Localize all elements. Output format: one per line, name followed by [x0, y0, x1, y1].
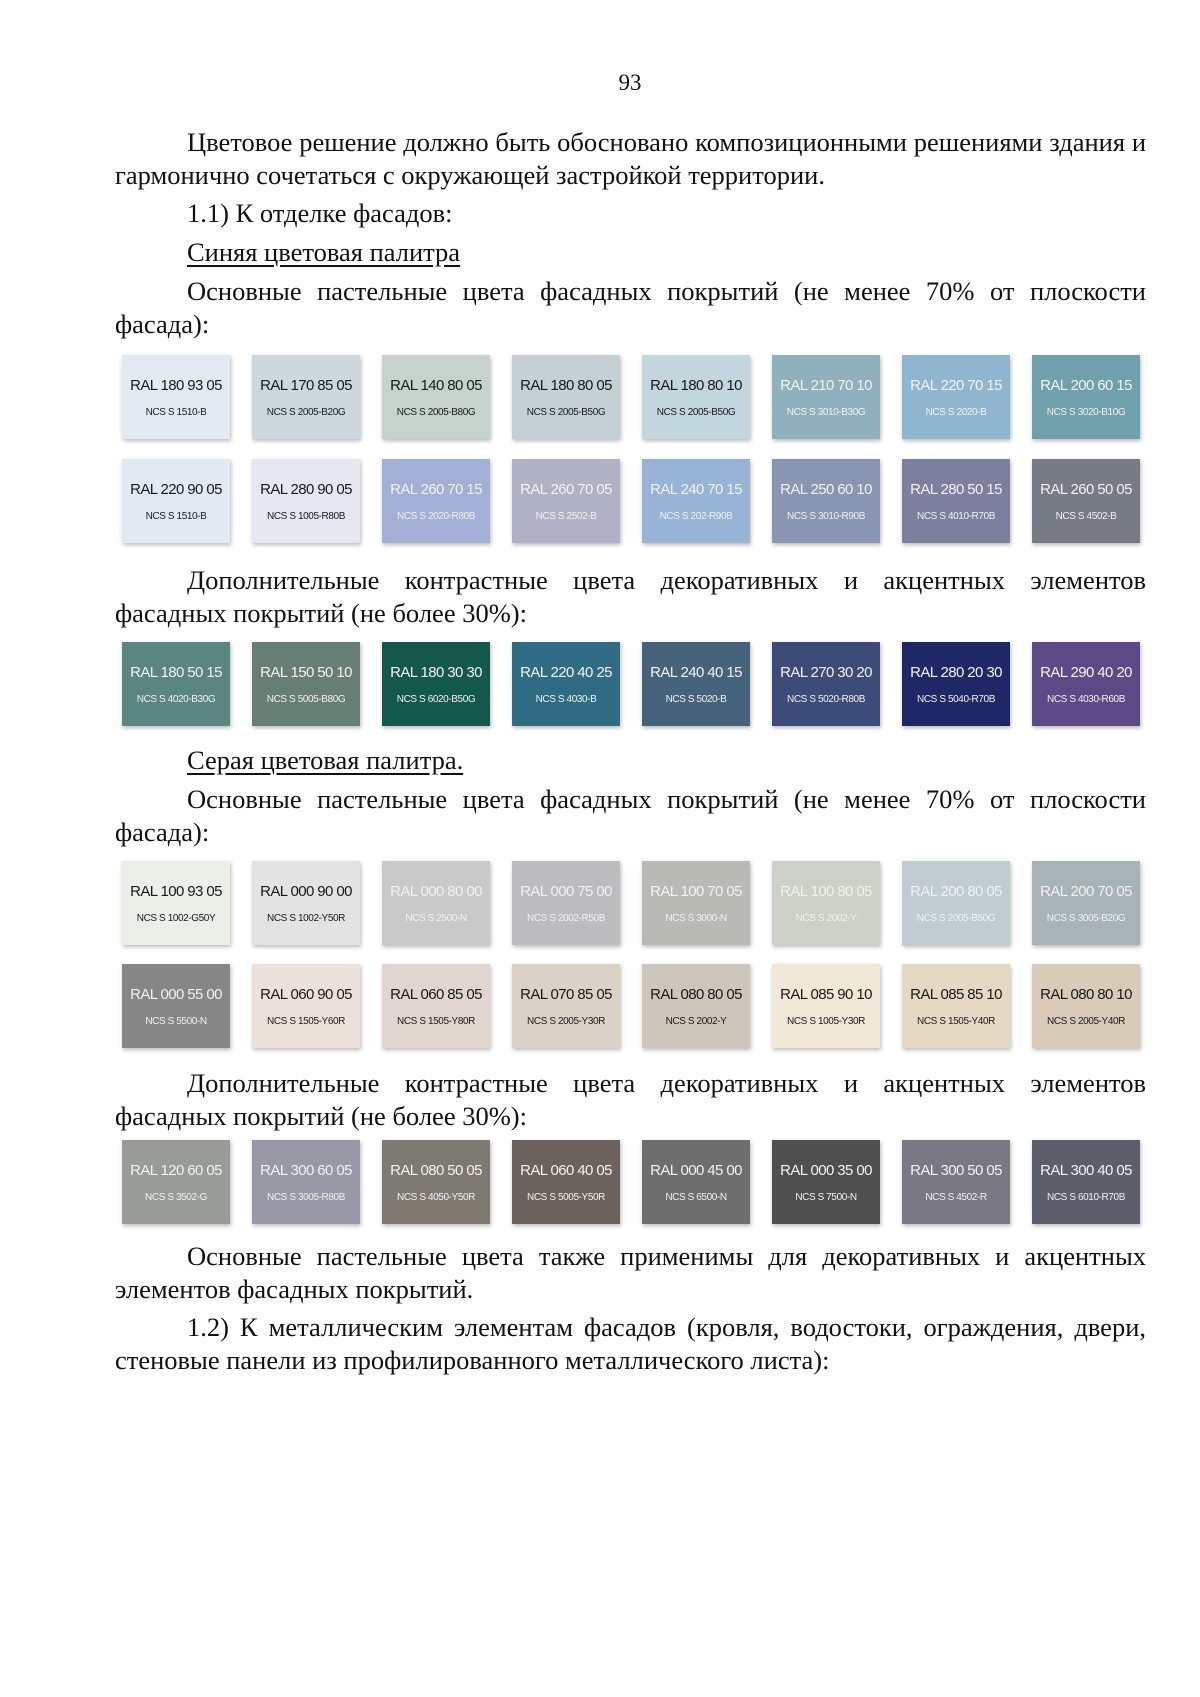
swatch-ral-code: RAL 300 40 05 [1040, 1162, 1132, 1179]
color-swatch [902, 964, 1010, 1048]
swatch-ral-code: RAL 120 60 05 [130, 1162, 222, 1179]
swatch-ncs-code: NCS S 2002-R50B [527, 913, 605, 924]
swatch-ncs-code: NCS S 5040-R70B [917, 694, 995, 705]
color-swatch [252, 642, 360, 726]
gray-contrast-paragraph: Дополнительные контрастные цвета декоративных и акцентных элементов фасадных покрытий (не более 30%): [115, 1068, 1146, 1131]
swatch-ncs-code: NCS S 5500-N [145, 1016, 207, 1027]
color-swatch [512, 355, 620, 439]
color-swatch [122, 1140, 230, 1224]
swatch-ral-code: RAL 085 90 10 [780, 986, 872, 1003]
color-swatch [122, 861, 230, 945]
intro-paragraph: Цветовое решение должно быть обосновано композиционными решениями здания и гармонично сочетаться с окружающей застройкой территории. [115, 127, 1146, 190]
color-swatch [1032, 459, 1140, 543]
swatch-ral-code: RAL 300 60 05 [260, 1162, 352, 1179]
swatch-ncs-code: NCS S 1510-B [145, 407, 207, 418]
swatch-ncs-code: NCS S 7500-N [795, 1192, 857, 1203]
page-number: 93 [618, 70, 642, 95]
swatch-ral-code: RAL 000 45 00 [650, 1162, 742, 1179]
swatch-ncs-code: NCS S 202-R90B [659, 511, 733, 522]
swatch-ncs-code: NCS S 1005-R80B [267, 511, 345, 522]
swatch-ncs-code: NCS S 5020-R80B [787, 694, 865, 705]
color-swatch [642, 355, 750, 439]
color-swatch [1032, 964, 1140, 1048]
swatch-ral-code: RAL 100 93 05 [130, 883, 222, 900]
swatch-ral-code: RAL 180 50 15 [130, 664, 222, 681]
color-swatch [902, 355, 1010, 439]
color-swatch [1032, 355, 1140, 439]
swatch-ncs-code: NCS S 2005-Y40R [1047, 1016, 1125, 1027]
color-swatch [902, 1140, 1010, 1224]
swatch-ncs-code: NCS S 2005-Y30R [527, 1016, 605, 1027]
swatch-ral-code: RAL 220 40 25 [520, 664, 612, 681]
swatch-ral-code: RAL 220 70 15 [910, 377, 1002, 394]
swatch-row-gray-main-1 [122, 861, 1142, 945]
color-swatch [772, 355, 880, 439]
swatch-ncs-code: NCS S 5005-B80G [266, 694, 346, 705]
swatch-ral-code: RAL 290 40 20 [1040, 664, 1132, 681]
swatch-ncs-code: NCS S 2020-R80B [397, 511, 475, 522]
swatch-ncs-code: NCS S 1505-Y60R [267, 1016, 345, 1027]
swatch-ncs-code: NCS S 2005-B50G [916, 913, 996, 924]
color-swatch [252, 459, 360, 543]
color-swatch [902, 861, 1010, 945]
swatch-row-blue-main-2 [122, 459, 1142, 543]
swatch-ncs-code: NCS S 1002-Y50R [267, 913, 345, 924]
swatch-ncs-code: NCS S 1505-Y80R [397, 1016, 475, 1027]
swatch-ncs-code: NCS S 4502-B [1055, 511, 1117, 522]
color-swatch [772, 459, 880, 543]
swatch-ral-code: RAL 280 50 15 [910, 481, 1002, 498]
swatch-ral-code: RAL 250 60 10 [780, 481, 872, 498]
swatch-ral-code: RAL 060 40 05 [520, 1162, 612, 1179]
swatch-ral-code: RAL 200 80 05 [910, 883, 1002, 900]
swatch-ral-code: RAL 220 90 05 [130, 481, 222, 498]
swatch-ral-code: RAL 260 70 05 [520, 481, 612, 498]
swatch-ral-code: RAL 080 80 10 [1040, 986, 1132, 1003]
color-swatch [122, 459, 230, 543]
color-swatch [512, 1140, 620, 1224]
color-swatch [902, 642, 1010, 726]
swatch-ncs-code: NCS S 2005-B80G [396, 407, 476, 418]
swatch-ncs-code: NCS S 3020-B10G [1046, 407, 1126, 418]
swatch-ncs-code: NCS S 6020-B50G [396, 694, 476, 705]
swatch-ncs-code: NCS S 2002-Y [665, 1016, 727, 1027]
color-swatch [512, 642, 620, 726]
swatch-ral-code: RAL 000 80 00 [390, 883, 482, 900]
swatch-ncs-code: NCS S 4502-R [925, 1192, 987, 1203]
swatch-ncs-code: NCS S 4050-Y50R [397, 1192, 475, 1203]
swatch-row-gray-main-2 [122, 964, 1142, 1048]
note-paragraph: Основные пастельные цвета также применимы для декоративных и акцентных элементов фасадных покрытий. [115, 1241, 1146, 1304]
swatch-ncs-code: NCS S 1005-Y30R [787, 1016, 865, 1027]
section-1-2-paragraph: 1.2) К металлическим элементам фасадов (кровля, водостоки, ограждения, двери, стеновые панели из профилированного металлического листа): [115, 1312, 1146, 1375]
swatch-ral-code: RAL 000 75 00 [520, 883, 612, 900]
swatch-ral-code: RAL 085 85 10 [910, 986, 1002, 1003]
swatch-ncs-code: NCS S 2020-B [925, 407, 987, 418]
section-1-1-heading: 1.1) К отделке фасадов: [187, 198, 453, 228]
swatch-ral-code: RAL 080 80 05 [650, 986, 742, 1003]
swatch-ral-code: RAL 210 70 10 [780, 377, 872, 394]
swatch-ral-code: RAL 180 80 10 [650, 377, 742, 394]
swatch-ral-code: RAL 100 70 05 [650, 883, 742, 900]
swatch-ral-code: RAL 060 90 05 [260, 986, 352, 1003]
gray-main-paragraph: Основные пастельные цвета фасадных покрытий (не менее 70% от плоскости фасада): [115, 784, 1146, 847]
swatch-ral-code: RAL 070 85 05 [520, 986, 612, 1003]
swatch-ral-code: RAL 200 70 05 [1040, 883, 1132, 900]
swatch-ncs-code: NCS S 6010-R70B [1047, 1192, 1125, 1203]
color-swatch [902, 459, 1010, 543]
color-swatch [642, 642, 750, 726]
swatch-ncs-code: NCS S 4030-R60B [1047, 694, 1125, 705]
swatch-ncs-code: NCS S 3005-R80B [267, 1192, 345, 1203]
swatch-ral-code: RAL 170 85 05 [260, 377, 352, 394]
swatch-ncs-code: NCS S 5020-B [665, 694, 727, 705]
swatch-ral-code: RAL 180 80 05 [520, 377, 612, 394]
color-swatch [1032, 1140, 1140, 1224]
swatch-ral-code: RAL 260 50 05 [1040, 481, 1132, 498]
swatch-ncs-code: NCS S 1002-G50Y [136, 913, 216, 924]
swatch-ncs-code: NCS S 2005-B50G [526, 407, 606, 418]
swatch-ncs-code: NCS S 3010-R90B [787, 511, 865, 522]
swatch-ral-code: RAL 150 50 10 [260, 664, 352, 681]
swatch-ncs-code: NCS S 1510-B [145, 511, 207, 522]
color-swatch [382, 642, 490, 726]
color-swatch [772, 861, 880, 945]
swatch-ncs-code: NCS S 2005-B50G [656, 407, 736, 418]
swatch-ral-code: RAL 000 55 00 [130, 986, 222, 1003]
swatch-ral-code: RAL 280 90 05 [260, 481, 352, 498]
swatch-row-gray-contrast [122, 1140, 1142, 1224]
color-swatch [382, 1140, 490, 1224]
color-swatch [252, 964, 360, 1048]
color-swatch [642, 964, 750, 1048]
color-swatch [382, 861, 490, 945]
swatch-ral-code: RAL 000 90 00 [260, 883, 352, 900]
swatch-ral-code: RAL 060 85 05 [390, 986, 482, 1003]
swatch-ncs-code: NCS S 4020-B30G [136, 694, 216, 705]
color-swatch [512, 459, 620, 543]
color-swatch [772, 642, 880, 726]
color-swatch [122, 964, 230, 1048]
swatch-ral-code: RAL 180 93 05 [130, 377, 222, 394]
blue-palette-heading: Синяя цветовая палитра [187, 237, 461, 267]
swatch-row-blue-contrast [122, 642, 1142, 726]
swatch-row-blue-main-1 [122, 355, 1142, 439]
swatch-ncs-code: NCS S 4030-B [535, 694, 597, 705]
color-swatch [122, 355, 230, 439]
swatch-ral-code: RAL 240 70 15 [650, 481, 742, 498]
swatch-ral-code: RAL 100 80 05 [780, 883, 872, 900]
color-swatch [642, 861, 750, 945]
swatch-ncs-code: NCS S 1505-Y40R [917, 1016, 995, 1027]
color-swatch [252, 355, 360, 439]
color-swatch [772, 964, 880, 1048]
swatch-ncs-code: NCS S 2500-N [405, 913, 467, 924]
swatch-ral-code: RAL 270 30 20 [780, 664, 872, 681]
swatch-ral-code: RAL 140 80 05 [390, 377, 482, 394]
swatch-ral-code: RAL 200 60 15 [1040, 377, 1132, 394]
color-swatch [772, 1140, 880, 1224]
color-swatch [382, 355, 490, 439]
blue-main-paragraph: Основные пастельные цвета фасадных покрытий (не менее 70% от плоскости фасада): [115, 276, 1146, 339]
swatch-ral-code: RAL 280 20 30 [910, 664, 1002, 681]
color-swatch [382, 964, 490, 1048]
swatch-ral-code: RAL 240 40 15 [650, 664, 742, 681]
color-swatch [122, 642, 230, 726]
color-swatch [252, 861, 360, 945]
swatch-ncs-code: NCS S 3005-B20G [1046, 913, 1126, 924]
color-swatch [642, 459, 750, 543]
swatch-ncs-code: NCS S 3010-B30G [786, 407, 866, 418]
swatch-ncs-code: NCS S 5005-Y50R [527, 1192, 605, 1203]
gray-palette-heading: Серая цветовая палитра. [187, 745, 464, 775]
swatch-ncs-code: NCS S 3502-G [145, 1192, 207, 1203]
swatch-ncs-code: NCS S 4010-R70B [917, 511, 995, 522]
swatch-ral-code: RAL 260 70 15 [390, 481, 482, 498]
swatch-ncs-code: NCS S 2502-B [535, 511, 597, 522]
swatch-ral-code: RAL 000 35 00 [780, 1162, 872, 1179]
swatch-ncs-code: NCS S 3000-N [665, 913, 727, 924]
color-swatch [1032, 861, 1140, 945]
color-swatch [512, 861, 620, 945]
color-swatch [512, 964, 620, 1048]
color-swatch [252, 1140, 360, 1224]
swatch-ncs-code: NCS S 2002-Y [795, 913, 857, 924]
color-swatch [382, 459, 490, 543]
swatch-ral-code: RAL 300 50 05 [910, 1162, 1002, 1179]
color-swatch [642, 1140, 750, 1224]
swatch-ncs-code: NCS S 6500-N [665, 1192, 727, 1203]
swatch-ral-code: RAL 080 50 05 [390, 1162, 482, 1179]
blue-contrast-paragraph: Дополнительные контрастные цвета декоративных и акцентных элементов фасадных покрытий (не более 30%): [115, 565, 1146, 628]
swatch-ral-code: RAL 180 30 30 [390, 664, 482, 681]
color-swatch [1032, 642, 1140, 726]
swatch-ncs-code: NCS S 2005-B20G [266, 407, 346, 418]
